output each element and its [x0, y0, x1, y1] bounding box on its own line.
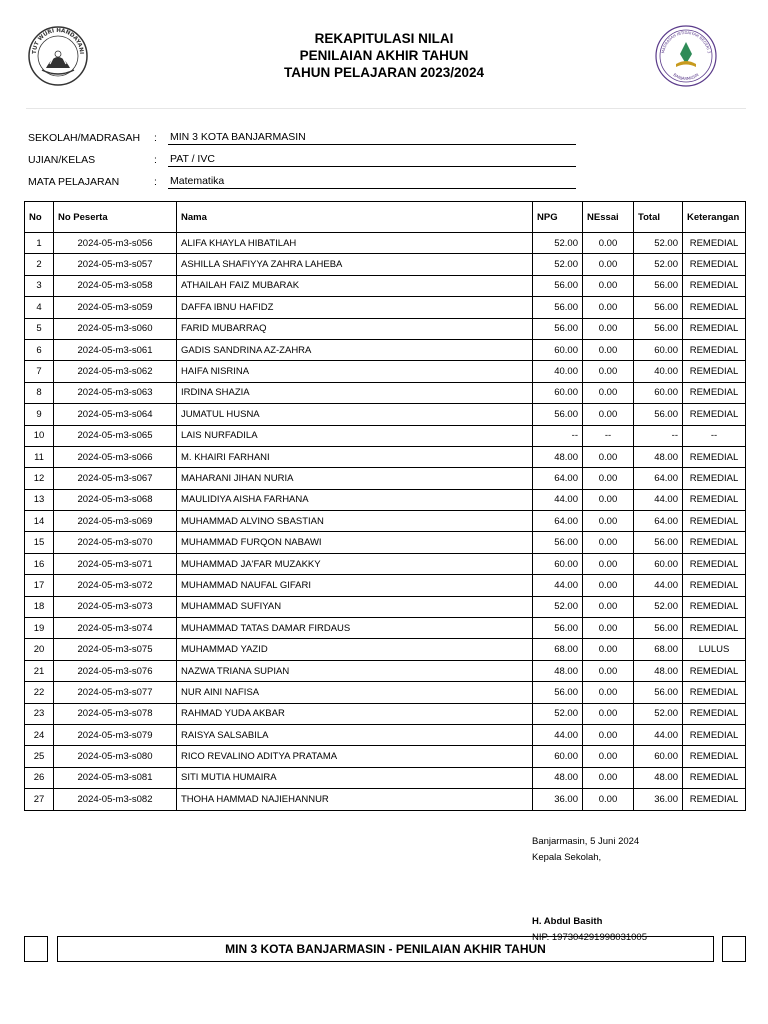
document-header — [0, 0, 768, 108]
cell-no-peserta: 2024-05-m3-s072 — [54, 575, 177, 596]
cell-total: 44.00 — [634, 724, 683, 745]
cell-no-peserta: 2024-05-m3-s056 — [54, 233, 177, 254]
info-row-exam — [28, 152, 588, 174]
cell-nama: MUHAMMAD YAZID — [177, 639, 533, 660]
cell-total: 52.00 — [634, 596, 683, 617]
cell-keterangan: REMEDIAL — [683, 553, 746, 574]
cell-no-peserta: 2024-05-m3-s071 — [54, 553, 177, 574]
cell-nessai: 0.00 — [583, 254, 634, 275]
cell-no: 22 — [25, 682, 54, 703]
cell-npg: 48.00 — [533, 446, 583, 467]
table-row — [25, 596, 746, 617]
cell-keterangan: REMEDIAL — [683, 511, 746, 532]
cell-total: -- — [634, 425, 683, 446]
cell-keterangan: REMEDIAL — [683, 233, 746, 254]
cell-no-peserta: 2024-05-m3-s065 — [54, 425, 177, 446]
cell-npg: 56.00 — [533, 618, 583, 639]
table-row — [25, 553, 746, 574]
cell-npg: 44.00 — [533, 489, 583, 510]
cell-no-peserta: 2024-05-m3-s067 — [54, 468, 177, 489]
cell-npg: 56.00 — [533, 275, 583, 296]
cell-npg: 48.00 — [533, 660, 583, 681]
cell-nessai: 0.00 — [583, 660, 634, 681]
cell-npg: 48.00 — [533, 767, 583, 788]
cell-no-peserta: 2024-05-m3-s077 — [54, 682, 177, 703]
cell-no-peserta: 2024-05-m3-s064 — [54, 404, 177, 425]
cell-no: 26 — [25, 767, 54, 788]
cell-total: 64.00 — [634, 468, 683, 489]
cell-total: 56.00 — [634, 618, 683, 639]
cell-total: 44.00 — [634, 489, 683, 510]
cell-total: 52.00 — [634, 703, 683, 724]
cell-npg: 44.00 — [533, 724, 583, 745]
cell-npg: -- — [533, 425, 583, 446]
table-row — [25, 618, 746, 639]
cell-keterangan: REMEDIAL — [683, 682, 746, 703]
cell-nessai: 0.00 — [583, 767, 634, 788]
cell-no: 2 — [25, 254, 54, 275]
cell-npg: 56.00 — [533, 404, 583, 425]
cell-npg: 52.00 — [533, 233, 583, 254]
table-row — [25, 575, 746, 596]
table-header-row — [25, 202, 746, 233]
cell-no-peserta: 2024-05-m3-s062 — [54, 361, 177, 382]
cell-no: 21 — [25, 660, 54, 681]
header-no: No — [25, 202, 54, 233]
table-row — [25, 425, 746, 446]
logo-right-caption-top: MADRASAH IBTIDAIYAH NEGERI 3 — [660, 29, 712, 54]
cell-npg: 56.00 — [533, 297, 583, 318]
logo-left-caption: TUT WURI HANDAYANI — [31, 27, 85, 55]
cell-nessai: 0.00 — [583, 468, 634, 489]
cell-total: 64.00 — [634, 511, 683, 532]
cell-no: 18 — [25, 596, 54, 617]
cell-nama: ATHAILAH FAIZ MUBARAK — [177, 275, 533, 296]
cell-nessai: 0.00 — [583, 339, 634, 360]
cell-no-peserta: 2024-05-m3-s058 — [54, 275, 177, 296]
signature-name: H. Abdul Basith — [532, 916, 603, 927]
cell-nama: MUHAMMAD JA'FAR MUZAKKY — [177, 553, 533, 574]
cell-nama: MUHAMMAD ALVINO SBASTIAN — [177, 511, 533, 532]
cell-npg: 60.00 — [533, 746, 583, 767]
cell-nama: RAISYA SALSABILA — [177, 724, 533, 745]
cell-npg: 44.00 — [533, 575, 583, 596]
cell-no-peserta: 2024-05-m3-s057 — [54, 254, 177, 275]
cell-nessai: 0.00 — [583, 703, 634, 724]
header-npg: NPG — [533, 202, 583, 233]
header-nama: Nama — [177, 202, 533, 233]
cell-total: 36.00 — [634, 789, 683, 810]
cell-total: 60.00 — [634, 382, 683, 403]
cell-nama: ASHILLA SHAFIYYA ZAHRA LAHEBA — [177, 254, 533, 275]
cell-no-peserta: 2024-05-m3-s073 — [54, 596, 177, 617]
cell-total: 60.00 — [634, 746, 683, 767]
table-row — [25, 703, 746, 724]
cell-total: 48.00 — [634, 767, 683, 788]
table-row — [25, 297, 746, 318]
info-row-school — [28, 130, 588, 152]
cell-npg: 52.00 — [533, 254, 583, 275]
cell-nama: FARID MUBARRAQ — [177, 318, 533, 339]
table-row — [25, 404, 746, 425]
table-row — [25, 318, 746, 339]
signature-place-date: Banjarmasin, 5 Juni 2024 — [532, 836, 640, 847]
cell-no: 11 — [25, 446, 54, 467]
signature-role: Kepala Sekolah, — [532, 852, 602, 863]
cell-npg: 52.00 — [533, 596, 583, 617]
colon: : — [154, 176, 157, 188]
cell-no-peserta: 2024-05-m3-s074 — [54, 618, 177, 639]
cell-nessai: 0.00 — [583, 639, 634, 660]
cell-no: 12 — [25, 468, 54, 489]
cell-keterangan: REMEDIAL — [683, 254, 746, 275]
signature-space — [532, 866, 647, 914]
cell-no-peserta: 2024-05-m3-s069 — [54, 511, 177, 532]
cell-nessai: 0.00 — [583, 297, 634, 318]
cell-npg: 60.00 — [533, 339, 583, 360]
header-total: Total — [634, 202, 683, 233]
signature-block — [532, 834, 647, 946]
cell-no-peserta: 2024-05-m3-s070 — [54, 532, 177, 553]
subject-label: MATA PELAJARAN — [28, 176, 120, 188]
cell-total: 68.00 — [634, 639, 683, 660]
cell-keterangan: REMEDIAL — [683, 789, 746, 810]
cell-no: 24 — [25, 724, 54, 745]
logo-right-caption-bottom: BANJARMASIN — [672, 72, 700, 82]
cell-keterangan: REMEDIAL — [683, 489, 746, 510]
cell-total: 52.00 — [634, 233, 683, 254]
table-row — [25, 361, 746, 382]
cell-keterangan: REMEDIAL — [683, 660, 746, 681]
table-row — [25, 639, 746, 660]
footer-box-left — [24, 936, 48, 962]
grades-table — [24, 201, 746, 811]
table-row — [25, 339, 746, 360]
cell-nessai: 0.00 — [583, 233, 634, 254]
cell-no: 7 — [25, 361, 54, 382]
cell-nessai: 0.00 — [583, 532, 634, 553]
cell-npg: 64.00 — [533, 468, 583, 489]
signature-nip: NIP. 197304291998031005 — [532, 932, 647, 943]
table-row — [25, 682, 746, 703]
cell-keterangan: REMEDIAL — [683, 339, 746, 360]
cell-nessai: 0.00 — [583, 275, 634, 296]
cell-no: 19 — [25, 618, 54, 639]
cell-keterangan: REMEDIAL — [683, 446, 746, 467]
cell-keterangan: REMEDIAL — [683, 746, 746, 767]
cell-keterangan: -- — [683, 425, 746, 446]
cell-keterangan: REMEDIAL — [683, 618, 746, 639]
cell-no: 1 — [25, 233, 54, 254]
cell-nama: NUR AINI NAFISA — [177, 682, 533, 703]
exam-info — [28, 130, 588, 196]
info-row-subject — [28, 174, 588, 196]
table-row — [25, 746, 746, 767]
table-row — [25, 660, 746, 681]
cell-keterangan: REMEDIAL — [683, 297, 746, 318]
table-row — [25, 275, 746, 296]
table-row — [25, 446, 746, 467]
document-title — [200, 30, 568, 81]
cell-total: 40.00 — [634, 361, 683, 382]
cell-nama: THOHA HAMMAD NAJIEHANNUR — [177, 789, 533, 810]
title-line-1: REKAPITULASI NILAI — [314, 31, 454, 46]
cell-nessai: 0.00 — [583, 446, 634, 467]
cell-total: 60.00 — [634, 553, 683, 574]
cell-keterangan: REMEDIAL — [683, 703, 746, 724]
title-line-2: PENILAIAN AKHIR TAHUN — [299, 48, 469, 63]
cell-no: 27 — [25, 789, 54, 810]
cell-nessai: 0.00 — [583, 575, 634, 596]
cell-no-peserta: 2024-05-m3-s068 — [54, 489, 177, 510]
cell-no-peserta: 2024-05-m3-s082 — [54, 789, 177, 810]
cell-total: 60.00 — [634, 339, 683, 360]
cell-no-peserta: 2024-05-m3-s060 — [54, 318, 177, 339]
cell-npg: 36.00 — [533, 789, 583, 810]
cell-nama: RAHMAD YUDA AKBAR — [177, 703, 533, 724]
cell-nama: MUHAMMAD FURQON NABAWI — [177, 532, 533, 553]
cell-no: 20 — [25, 639, 54, 660]
cell-nama: RICO REVALINO ADITYA PRATAMA — [177, 746, 533, 767]
cell-no: 3 — [25, 275, 54, 296]
cell-nama: MUHAMMAD SUFIYAN — [177, 596, 533, 617]
cell-npg: 56.00 — [533, 682, 583, 703]
cell-keterangan: REMEDIAL — [683, 724, 746, 745]
cell-no: 23 — [25, 703, 54, 724]
cell-nama: MAHARANI JIHAN NURIA — [177, 468, 533, 489]
cell-no-peserta: 2024-05-m3-s076 — [54, 660, 177, 681]
cell-nessai: 0.00 — [583, 789, 634, 810]
cell-keterangan: REMEDIAL — [683, 468, 746, 489]
header-divider — [26, 108, 746, 109]
cell-no: 4 — [25, 297, 54, 318]
cell-npg: 56.00 — [533, 532, 583, 553]
cell-no: 13 — [25, 489, 54, 510]
cell-no-peserta: 2024-05-m3-s079 — [54, 724, 177, 745]
cell-npg: 40.00 — [533, 361, 583, 382]
cell-npg: 60.00 — [533, 553, 583, 574]
cell-nama: HAIFA NISRINA — [177, 361, 533, 382]
cell-nama: MAULIDIYA AISHA FARHANA — [177, 489, 533, 510]
cell-nama: DAFFA IBNU HAFIDZ — [177, 297, 533, 318]
cell-no: 14 — [25, 511, 54, 532]
table-row — [25, 468, 746, 489]
exam-label: UJIAN/KELAS — [28, 154, 96, 166]
cell-no-peserta: 2024-05-m3-s080 — [54, 746, 177, 767]
cell-nessai: 0.00 — [583, 511, 634, 532]
table-row — [25, 532, 746, 553]
cell-keterangan: REMEDIAL — [683, 767, 746, 788]
school-label: SEKOLAH/MADRASAH — [28, 132, 141, 144]
cell-nessai: 0.00 — [583, 746, 634, 767]
colon: : — [154, 154, 157, 166]
cell-nama: SITI MUTIA HUMAIRA — [177, 767, 533, 788]
cell-nama: MUHAMMAD NAUFAL GIFARI — [177, 575, 533, 596]
cell-no: 25 — [25, 746, 54, 767]
cell-nessai: -- — [583, 425, 634, 446]
cell-total: 56.00 — [634, 532, 683, 553]
school-value: MIN 3 KOTA BANJARMASIN — [168, 131, 576, 145]
cell-total: 56.00 — [634, 404, 683, 425]
cell-total: 48.00 — [634, 446, 683, 467]
cell-no: 16 — [25, 553, 54, 574]
cell-keterangan: LULUS — [683, 639, 746, 660]
header-nessai: NEssai — [583, 202, 634, 233]
header-keterangan: Keterangan — [683, 202, 746, 233]
cell-nessai: 0.00 — [583, 382, 634, 403]
cell-total: 44.00 — [634, 575, 683, 596]
cell-keterangan: REMEDIAL — [683, 404, 746, 425]
cell-nama: IRDINA SHAZIA — [177, 382, 533, 403]
cell-no: 9 — [25, 404, 54, 425]
cell-nessai: 0.00 — [583, 404, 634, 425]
cell-keterangan: REMEDIAL — [683, 532, 746, 553]
cell-nessai: 0.00 — [583, 553, 634, 574]
cell-npg: 64.00 — [533, 511, 583, 532]
footer-label: MIN 3 KOTA BANJARMASIN - PENILAIAN AKHIR TAHUN — [57, 936, 714, 962]
footer-box-right — [722, 936, 746, 962]
cell-nessai: 0.00 — [583, 682, 634, 703]
cell-npg: 60.00 — [533, 382, 583, 403]
cell-no-peserta: 2024-05-m3-s075 — [54, 639, 177, 660]
cell-nama: MUHAMMAD TATAS DAMAR FIRDAUS — [177, 618, 533, 639]
cell-nessai: 0.00 — [583, 318, 634, 339]
cell-npg: 68.00 — [533, 639, 583, 660]
table-row — [25, 724, 746, 745]
cell-nessai: 0.00 — [583, 361, 634, 382]
cell-total: 56.00 — [634, 297, 683, 318]
cell-no: 5 — [25, 318, 54, 339]
table-row — [25, 489, 746, 510]
cell-nessai: 0.00 — [583, 618, 634, 639]
cell-total: 48.00 — [634, 660, 683, 681]
cell-nama: LAIS NURFADILA — [177, 425, 533, 446]
cell-keterangan: REMEDIAL — [683, 382, 746, 403]
cell-no: 15 — [25, 532, 54, 553]
cell-no-peserta: 2024-05-m3-s078 — [54, 703, 177, 724]
cell-no: 10 — [25, 425, 54, 446]
cell-no: 17 — [25, 575, 54, 596]
cell-keterangan: REMEDIAL — [683, 575, 746, 596]
cell-nessai: 0.00 — [583, 489, 634, 510]
cell-no-peserta: 2024-05-m3-s081 — [54, 767, 177, 788]
table-row — [25, 254, 746, 275]
table-row — [25, 233, 746, 254]
cell-total: 56.00 — [634, 275, 683, 296]
cell-nessai: 0.00 — [583, 724, 634, 745]
cell-total: 52.00 — [634, 254, 683, 275]
cell-npg: 52.00 — [533, 703, 583, 724]
tut-wuri-handayani-logo — [26, 24, 90, 88]
cell-no: 6 — [25, 339, 54, 360]
cell-nama: M. KHAIRI FARHANI — [177, 446, 533, 467]
cell-keterangan: REMEDIAL — [683, 361, 746, 382]
cell-total: 56.00 — [634, 682, 683, 703]
cell-keterangan: REMEDIAL — [683, 275, 746, 296]
cell-nessai: 0.00 — [583, 596, 634, 617]
cell-no-peserta: 2024-05-m3-s063 — [54, 382, 177, 403]
cell-total: 56.00 — [634, 318, 683, 339]
cell-nama: ALIFA KHAYLA HIBATILAH — [177, 233, 533, 254]
cell-nama: GADIS SANDRINA AZ-ZAHRA — [177, 339, 533, 360]
cell-no-peserta: 2024-05-m3-s066 — [54, 446, 177, 467]
cell-keterangan: REMEDIAL — [683, 596, 746, 617]
table-row — [25, 789, 746, 810]
table-row — [25, 767, 746, 788]
min-3-banjarmasin-logo — [654, 24, 718, 88]
cell-npg: 56.00 — [533, 318, 583, 339]
cell-no: 8 — [25, 382, 54, 403]
colon: : — [154, 132, 157, 144]
table-row — [25, 382, 746, 403]
table-row — [25, 511, 746, 532]
cell-nama: NAZWA TRIANA SUPIAN — [177, 660, 533, 681]
grades-table-body — [25, 233, 746, 811]
exam-value: PAT / IVC — [168, 153, 576, 167]
title-line-3: TAHUN PELAJARAN 2023/2024 — [283, 65, 485, 80]
cell-no-peserta: 2024-05-m3-s061 — [54, 339, 177, 360]
subject-value: Matematika — [168, 175, 576, 189]
cell-nama: JUMATUL HUSNA — [177, 404, 533, 425]
cell-no-peserta: 2024-05-m3-s059 — [54, 297, 177, 318]
header-no-peserta: No Peserta — [54, 202, 177, 233]
cell-keterangan: REMEDIAL — [683, 318, 746, 339]
